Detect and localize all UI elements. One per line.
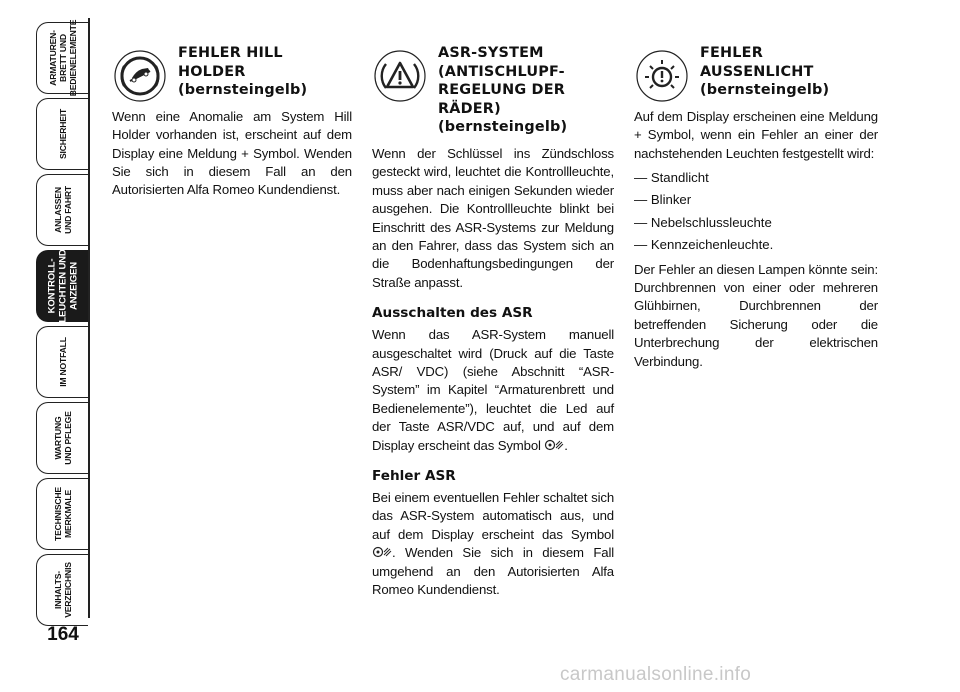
subheading-ausschalten: Ausschalten des ASR	[372, 305, 533, 322]
body-text-fehler	[372, 489, 614, 599]
asr-off-symbol-icon	[544, 438, 564, 450]
section-heading: FEHLER AUSSENLICHT (bernsteingelb)	[700, 45, 830, 99]
hill-holder-warning-icon	[112, 48, 168, 104]
tab-label: ANLASSEN UND FAHRT	[52, 186, 73, 234]
list-item: — Kennzeichenleuchte.	[634, 237, 774, 253]
asr-warning-triangle-icon	[372, 48, 428, 104]
body-text: Wenn eine Anomalie am System Hill Holder vorhanden ist, erscheint auf dem Display eine Meldung + Symbol. Wenden Sie sich in diesem Fall an den Autorisierten Alfa Romeo Kundendienst.	[112, 108, 352, 198]
section-aussenlicht	[634, 44, 878, 371]
section-header	[634, 44, 878, 100]
section-heading: ASR-SYSTEM (ANTISCHLUPF- REGELUNG DER RÄDER) (bernsteingelb)	[438, 45, 568, 136]
body-text-start: Bei einem eventuellen Fehler schaltet sich das ASR-System automatisch aus, und auf dem Display erscheint das Symbol	[372, 490, 614, 542]
tab-label: SICHERHEIT	[57, 108, 68, 160]
tab-label: WARTUNG UND PFLEGE	[52, 411, 73, 465]
tab-anlassen[interactable]	[36, 174, 88, 246]
section-asr-system	[372, 44, 614, 600]
body-text-outro: Der Fehler an diesen Lampen könnte sein: Durchbrennen von einer oder mehreren Glühbirnen, Durchbrennen der betreffenden Sicherung oder die Unterbrechung der elektrischen Verbindung.	[634, 261, 878, 369]
tab-sicherheit[interactable]	[36, 98, 88, 170]
tab-wartung[interactable]	[36, 402, 88, 474]
body-text-end: . Wenden Sie sich in diesem Fall umgehend an den Autorisierten Alfa Romeo Kundendienst.	[372, 545, 614, 598]
list-item: — Nebelschlussleuchte	[634, 214, 772, 230]
tab-im-notfall[interactable]	[36, 326, 88, 398]
chapter-sidebar	[0, 0, 100, 692]
tab-technische-merkmale[interactable]	[36, 478, 88, 550]
tab-label: TECHNISCHE MERKMALE	[52, 487, 73, 541]
body-text-ausschalten	[372, 326, 614, 455]
tab-inhaltsverzeichnis[interactable]	[36, 554, 88, 626]
list-item: — Blinker	[634, 192, 692, 208]
body-text-intro: Auf dem Display erscheinen eine Meldung + Symbol, wenn ein Fehler an einer der nachstehenden Leuchten festgestellt wird:	[634, 108, 878, 161]
sidebar-rule	[88, 18, 90, 618]
watermark: carmanualsonline.info	[560, 664, 752, 685]
asr-off-symbol-icon	[372, 545, 392, 557]
tab-kontrollleuchten[interactable]	[36, 250, 88, 322]
section-heading: FEHLER HILL HOLDER (bernsteingelb)	[178, 45, 308, 99]
tab-label: ARMATUREN- BRETT UND BEDIENELEMENTE	[47, 19, 78, 97]
tab-armaturenbrett[interactable]	[36, 19, 88, 97]
tab-label: INHALTS- VERZEICHNIS	[52, 562, 73, 618]
page-number: 164	[47, 624, 79, 645]
exterior-light-fault-icon	[634, 48, 690, 104]
body-text-start: Wenn das ASR-System manuell ausgeschaltet wird (Druck auf die Taste ASR/ VDC) (siehe Abschnitt “ASR-System” im Kapitel “Armaturenbrett und Bedienelemente”), leuchtet die Led auf der Taste ASR/VDC auf, und auf dem Display erscheint das Symbol	[372, 327, 614, 453]
body-text: Wenn der Schlüssel ins Zündschloss gesteckt wird, leuchtet die Kontrollleuchte, muss aber nach einigen Sekunden wieder ausgehen. Die Kontrollleuchte blinkt bei Einschritt des ASR-Systems zur Meldung an den Fahrer, dass das System sich an die Bodenhaftungsbedingungen der Straße anpasst.	[372, 145, 614, 290]
tab-label: KONTROLL- LEUCHTEN UND ANZEIGEN	[46, 249, 79, 323]
list-item: — Standlicht	[634, 170, 709, 185]
body-text-end: .	[564, 437, 568, 453]
section-header	[372, 44, 614, 137]
section-hill-holder	[112, 44, 352, 200]
tab-label: IM NOTFALL	[57, 337, 68, 387]
subheading-fehler-asr: Fehler ASR	[372, 468, 456, 485]
section-header	[112, 44, 352, 100]
